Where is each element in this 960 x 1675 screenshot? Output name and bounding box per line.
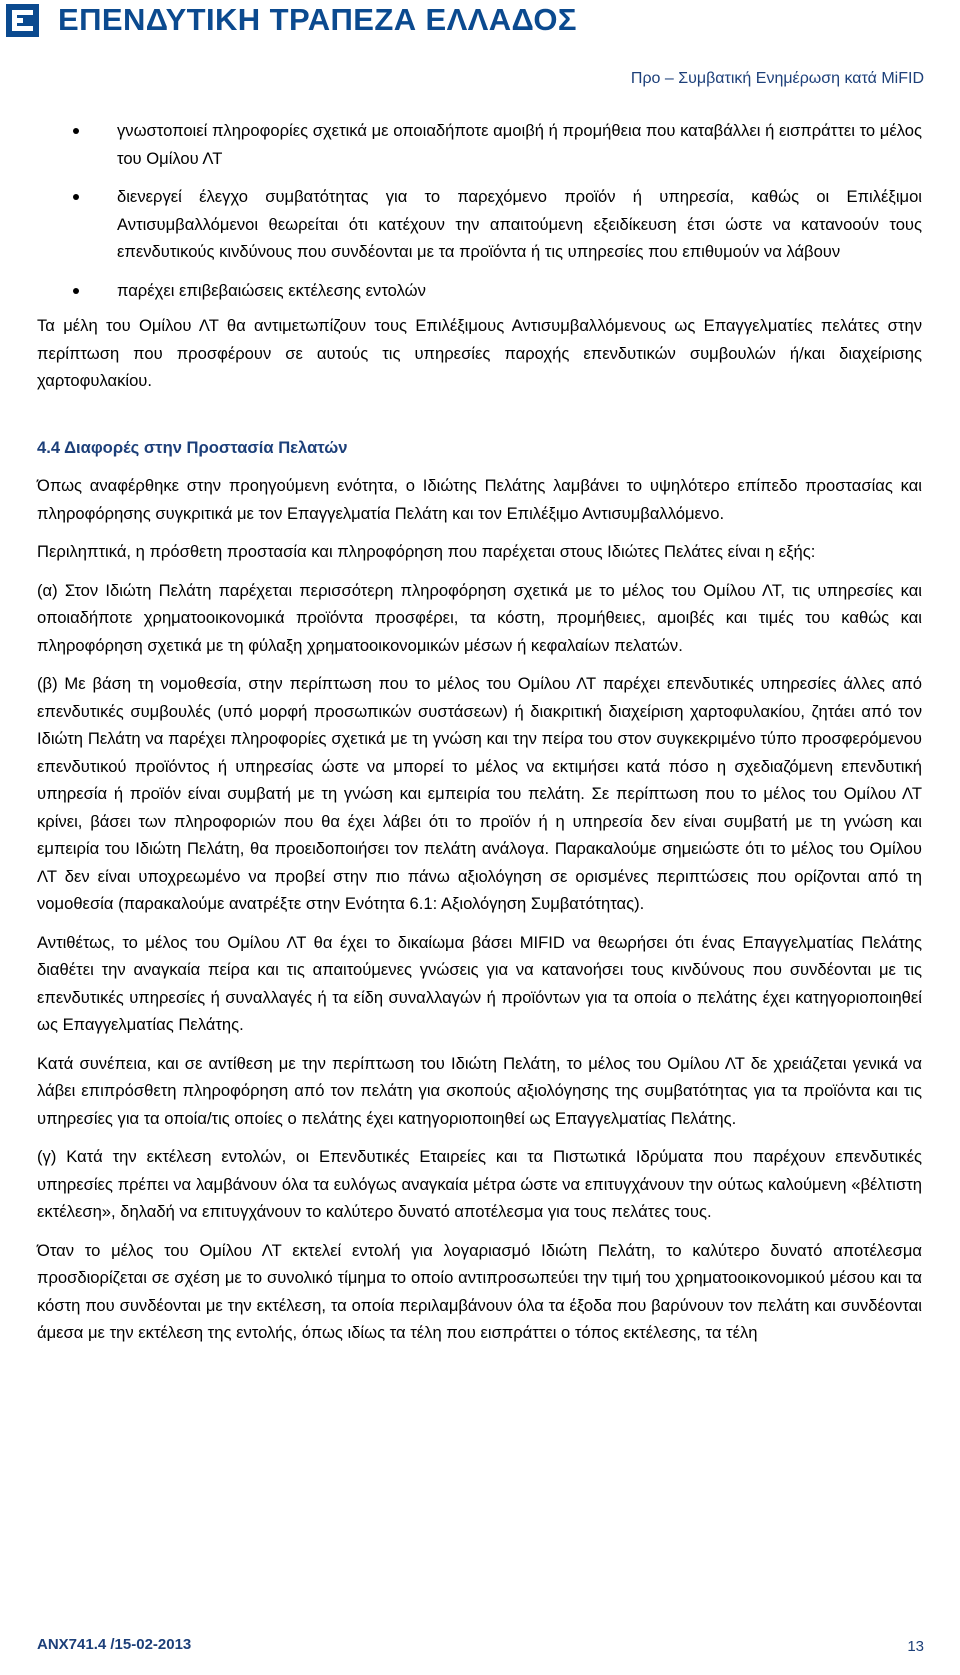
- bullet-dot-icon: [73, 288, 79, 294]
- page-number: 13: [907, 1638, 924, 1655]
- page-header: [0, 0, 960, 48]
- section-number: 4.4: [37, 437, 61, 457]
- paragraph: Όταν το μέλος του Ομίλου ΛΤ εκτελεί εντολή για λογαριασμό Ιδιώτη Πελάτη, το καλύτερο δυνατό αποτέλεσμα προσδιορίζεται σε σχέση με το συνολικό τίμημα το οποίο αντιπροσωπεύει την τιμή του χρηματοοικονομικού μέσου και τα κόστη που συνδέονται με την εκτέλεση, τα οποία περιλαμβάνουν όλα τα έξοδα που βαρύνουν τον πελάτη και συνδέονται άμεσα με την εκτέλεση της εντολής, όπως ιδίως τα τέλη που εισπράττει ο τόπος εκτέλεσης, τα τέλη: [37, 1240, 922, 1342]
- list-item: [37, 277, 922, 305]
- paragraph: Αντιθέτως, το μέλος του Ομίλου ΛΤ θα έχει το δικαίωμα βάσει MIFID να θεωρήσει ότι ένας Επαγγελματίας Πελάτης διαθέτει την αναγκαία πείρα και τις απαιτούμενες γνώσεις για να κατανοήσει τους κινδύνους που συνδέονται με τις επενδυτικές υπηρεσίες ή συναλλαγές ή τα είδη συναλλαγών ή προϊόντων για τα οποία ο πελάτης έχει κατηγοριοποιηθεί ως Επαγγελματίας Πελάτης.: [37, 932, 922, 1034]
- list-item-text: διενεργεί έλεγχο συμβατότητας για το παρεχόμενο προϊόν ή υπηρεσία, καθώς οι Επιλέξιμοι Αντισυμβαλλόμενοι θεωρείται ότι κατέχουν την απαιτούμενη εξειδίκευση έτσι ώστε να κατανοούν τους επενδυτικούς κινδύνους που συνδέονται με τα προϊόντα ή τις υπηρεσίες που επιθυμούν να λάβουν: [117, 187, 922, 261]
- list-item-text: παρέχει επιβεβαιώσεις εκτέλεσης εντολών: [117, 280, 426, 300]
- paragraph: Περιληπτικά, η πρόσθετη προστασία και πληροφόρηση που παρέχεται στους Ιδιώτες Πελάτες είναι η εξής:: [37, 542, 816, 561]
- paragraph: Όπως αναφέρθηκε στην προηγούμενη ενότητα, ο Ιδιώτης Πελάτης λαμβάνει το υψηλότερο επίπεδο προστασίας και πληροφόρησης συγκριτικά με τον Επαγγελματία Πελάτη και τον Επιλέξιμο Αντισυμβαλλόμενο.: [37, 476, 922, 523]
- bullet-dot-icon: [73, 128, 79, 134]
- bank-name: ΕΠΕΝΔΥΤΙΚΗ ΤΡΑΠΕΖΑ ΕΛΛΑΔΟΣ: [58, 2, 577, 37]
- bullet-dot-icon: [73, 194, 79, 200]
- bullet-list: [37, 117, 922, 304]
- list-item-text: γνωστοποιεί πληροφορίες σχετικά με οποιαδήποτε αμοιβή ή προμήθεια που καταβάλλει ή εισπράττει το μέλος του Ομίλου ΛΤ: [117, 121, 922, 168]
- paragraph: (α) Στον Ιδιώτη Πελάτη παρέχεται περισσότερη πληροφόρηση σχετικά με το μέλος του Ομίλου ΛΤ, τις υπηρεσίες και οποιαδήποτε χρηματοοικονομικά προϊόντα προσφέρει, τα κόστη, προμήθειες, αμοιβές και τιμές του καθώς και πληροφόρηση σχετικά με τη φύλαξη χρηματοοικονομικών μέσων ή κεφαλαίων πελατών.: [37, 580, 922, 655]
- section-heading: [37, 434, 922, 462]
- document-code: ANX741.4 /15-02-2013: [37, 1636, 192, 1653]
- list-item: [37, 183, 922, 266]
- document-body: [37, 117, 922, 1347]
- paragraph: Κατά συνέπεια, και σε αντίθεση με την περίπτωση του Ιδιώτη Πελάτη, το μέλος του Ομίλου ΛΤ δε χρειάζεται γενικά να λάβει επιπρόσθετη πληροφόρηση από τον πελάτη για σκοπούς αξιολόγησης της συμβατότητας για τα προϊόντα και τις υπηρεσίες για τα οποία/τις οποίες ο πελάτης έχει κατηγοριοποιηθεί ως Επαγγελματίας Πελάτης.: [37, 1053, 922, 1128]
- section-title: Διαφορές στην Προστασία Πελατών: [64, 437, 348, 457]
- bank-logo: [6, 4, 39, 37]
- paragraph: Τα μέλη του Ομίλου ΛΤ θα αντιμετωπίζουν τους Επιλέξιμους Αντισυμβαλλόμενους ως Επαγγελματίες πελάτες στην περίπτωση που προσφέρουν σε αυτούς τις υπηρεσίες παροχής επενδυτικών συμβουλών ή/και διαχείρισης χαρτοφυλακίου.: [37, 316, 922, 390]
- paragraph: (β) Με βάση τη νομοθεσία, στην περίπτωση που το μέλος του Ομίλου ΛΤ παρέχει επενδυτικές υπηρεσίες άλλες από επενδυτικές συμβουλές (υπό μορφή προσωπικών συστάσεων) ή διακριτική διαχείριση χαρτοφυλακίου, ζητάει από τον Ιδιώτη Πελάτη να παρέχει πληροφορίες σχετικά με τη γνώση και την πείρα του στον συγκεκριμένο τύπο προσφερόμενου επενδυτικού προϊόντος ή υπηρεσίας ώστε να μπορεί το μέλος να εκτιμήσει κατά πόσο η σχεδιαζόμενη επενδυτική υπηρεσία ή προϊόν είναι συμβατή με τη γνώση και εμπειρία του πελάτη. Σε περίπτωση που το μέλος του Ομίλου ΛΤ κρίνει, βάσει των πληροφοριών που θα έχει λάβει ότι το προϊόν ή η υπηρεσία δεν είναι συμβατή με τη γνώση και εμπειρία του Ιδιώτη Πελάτη, θα προειδοποιήσει τον πελάτη ανάλογα. Παρακαλούμε σημειώστε ότι το μέλος του Ομίλου ΛΤ δεν είναι υποχρεωμένο να προβεί στην πιο πάνω αξιολόγηση σε ορισμένες περιπτώσεις που ορίζονται από τη νομοθεσία (παρακαλούμε ανατρέξτε στην Ενότητα 6.1: Αξιολόγηση Συμβατότητας).: [37, 674, 922, 913]
- list-item: [37, 117, 922, 172]
- paragraph: (γ) Κατά την εκτέλεση εντολών, οι Επενδυτικές Εταιρείες και τα Πιστωτικά Ιδρύματα που παρέχουν επενδυτικές υπηρεσίες πρέπει να λαμβάνουν όλα τα ευλόγως αναγκαία μέτρα ώστε να επιτυγχάνουν την ούτως καλούμενη «βέλτιστη εκτέλεση», δηλαδή να επιτυγχάνουν το καλύτερο δυνατό αποτέλεσμα για τους πελάτες τους.: [37, 1147, 922, 1221]
- document-subtitle: Προ – Συμβατική Ενημέρωση κατά MiFID: [630, 70, 924, 87]
- bank-logo-icon: [6, 4, 39, 37]
